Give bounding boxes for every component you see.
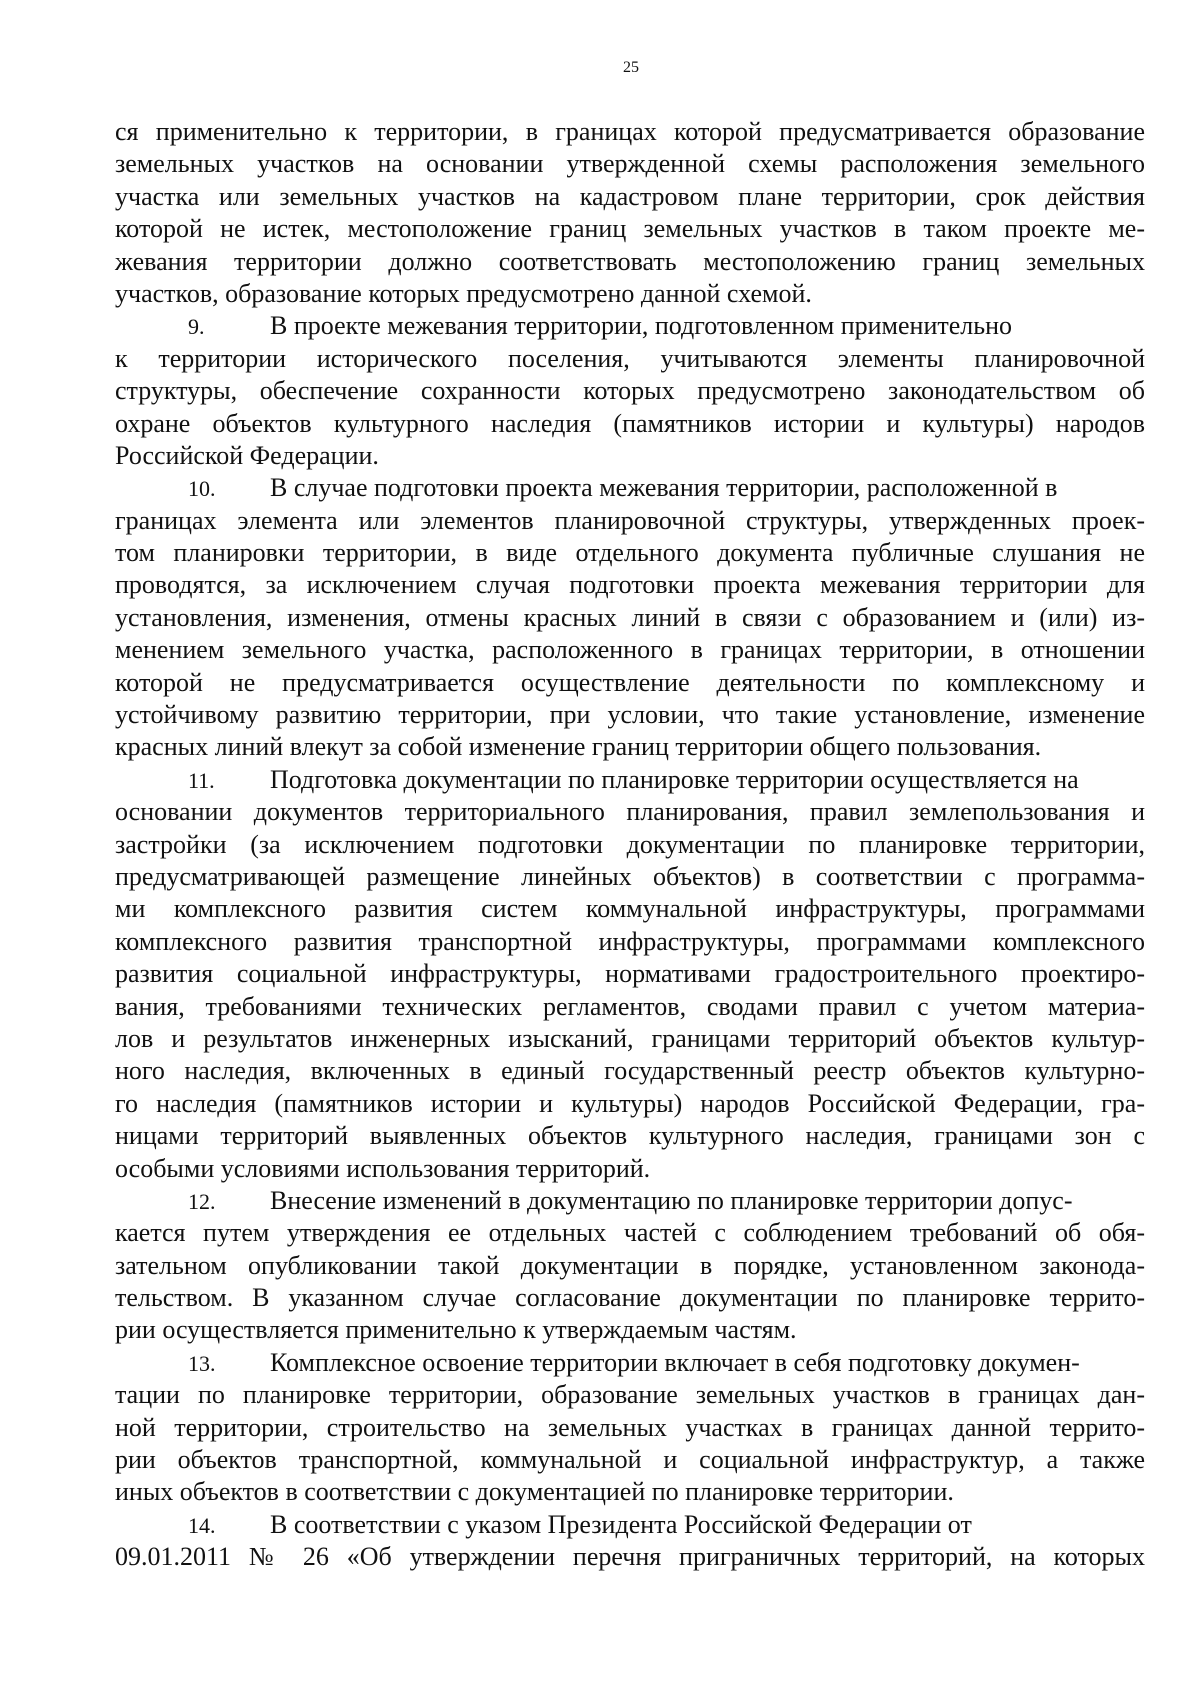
text-line: кается путем утверждения ее отдельных частей с соблюдением требований об обя- xyxy=(115,1218,1145,1248)
text-line: предусматривающей размещение линейных объектов) в соответствии с программа- xyxy=(115,861,1145,891)
text-line: Подготовка документации по планировке территории осуществляется на xyxy=(270,764,1079,794)
text-line: В проекте межевания территории, подготовленном применительно xyxy=(270,311,1013,341)
text-line: Российской Федерации. xyxy=(115,440,379,470)
text-line: участка или земельных участков на кадастровом плане территории, срок действия xyxy=(115,181,1145,211)
text-line: красных линий влекут за собой изменение границ территории общего пользования. xyxy=(115,732,1042,762)
item-number: 13. xyxy=(188,1350,216,1376)
text-line: рии осуществляется применительно к утверждаемым частям. xyxy=(115,1315,797,1345)
text-line: вания, требованиями технических регламентов, сводами правил с учетом материа- xyxy=(115,991,1145,1021)
paragraph-first-line xyxy=(115,310,1145,342)
text-line: 09.01.2011 № 26 «Об утверждении перечня приграничных территорий, на которых xyxy=(115,1542,1145,1572)
paragraph-first-line xyxy=(115,1347,1145,1379)
text-line: устойчивому развитию территории, при условии, что такие установление, изменение xyxy=(115,700,1145,730)
document-body xyxy=(115,116,1145,1574)
text-line: иных объектов в соответствии с документацией по планировке территории. xyxy=(115,1477,954,1507)
text-line: Внесение изменений в документацию по планировке территории допус- xyxy=(270,1185,1073,1215)
text-line: В случае подготовки проекта межевания территории, расположенной в xyxy=(270,473,1058,503)
item-number: 10. xyxy=(188,476,216,502)
text-line: застройки (за исключением подготовки документации по планировке территории, xyxy=(115,829,1145,859)
text-line: лов и результатов инженерных изысканий, границами территорий объектов культур- xyxy=(115,1023,1145,1053)
text-line: ми комплексного развития систем коммунальной инфраструктуры, программами xyxy=(115,894,1145,924)
paragraph-first-line xyxy=(115,764,1145,796)
text-line: Комплексное освоение территории включает в себя подготовку докумен- xyxy=(270,1347,1080,1377)
page-number: 25 xyxy=(623,59,639,76)
item-number: 14. xyxy=(188,1512,216,1538)
text-line: ницами территорий выявленных объектов культурного наследия, границами зон с xyxy=(115,1121,1145,1151)
item-number: 11. xyxy=(188,767,215,793)
paragraph-first-line xyxy=(115,1509,1145,1541)
text-line: менением земельного участка, расположенного в границах территории, в отношении xyxy=(115,635,1145,665)
text-line: которой не истек, местоположение границ земельных участков в таком проекте ме- xyxy=(115,214,1145,244)
text-line: охране объектов культурного наследия (памятников истории и культуры) народов xyxy=(115,408,1145,438)
paragraph-first-line xyxy=(115,1185,1145,1217)
text-line: которой не предусматривается осуществление деятельности по комплексному и xyxy=(115,667,1145,697)
text-line: границах элемента или элементов планировочной структуры, утвержденных проек- xyxy=(115,505,1145,535)
text-line: жевания территории должно соответствовать местоположению границ земельных xyxy=(115,246,1145,276)
text-line: тации по планировке территории, образование земельных участков в границах дан- xyxy=(115,1380,1145,1410)
text-line: В соответствии с указом Президента Российской Федерации от xyxy=(270,1509,972,1539)
text-line: ной территории, строительство на земельных участках в границах данной террито- xyxy=(115,1412,1145,1442)
item-number: 9. xyxy=(188,314,205,340)
text-line: к территории исторического поселения, учитываются элементы планировочной xyxy=(115,343,1145,373)
text-line: земельных участков на основании утвержденной схемы расположения земельного xyxy=(115,149,1145,179)
text-line: ся применительно к территории, в границах которой предусматривается образование xyxy=(115,117,1145,146)
text-line: участков, образование которых предусмотрено данной схемой. xyxy=(115,278,812,308)
text-line: проводятся, за исключением случая подготовки проекта межевания территории для xyxy=(115,570,1145,600)
text-line: рии объектов транспортной, коммунальной и социальной инфраструктур, а также xyxy=(115,1445,1145,1475)
text-line: развития социальной инфраструктуры, нормативами градостроительного проектиро- xyxy=(115,959,1145,989)
text-line: комплексного развития транспортной инфраструктуры, программами комплексного xyxy=(115,926,1145,956)
text-line: ного наследия, включенных в единый государственный реестр объектов культурно- xyxy=(115,1056,1145,1086)
item-number: 12. xyxy=(188,1188,216,1214)
text-line: тельством. В указанном случае согласование документации по планировке террито- xyxy=(115,1283,1145,1313)
text-line: зательном опубликовании такой документации в порядке, установленном законода- xyxy=(115,1250,1145,1280)
paragraph-first-line xyxy=(115,472,1145,504)
text-line: особыми условиями использования территорий. xyxy=(115,1153,651,1183)
text-line: том планировки территории, в виде отдельного документа публичные слушания не xyxy=(115,538,1145,568)
text-line: установления, изменения, отмены красных линий в связи с образованием и (или) из- xyxy=(115,602,1145,632)
text-line: структуры, обеспечение сохранности которых предусмотрено законодательством об xyxy=(115,376,1145,406)
text-line: основании документов территориального планирования, правил землепользования и xyxy=(115,797,1145,827)
text-line: го наследия (памятников истории и культуры) народов Российской Федерации, гра- xyxy=(115,1088,1145,1118)
